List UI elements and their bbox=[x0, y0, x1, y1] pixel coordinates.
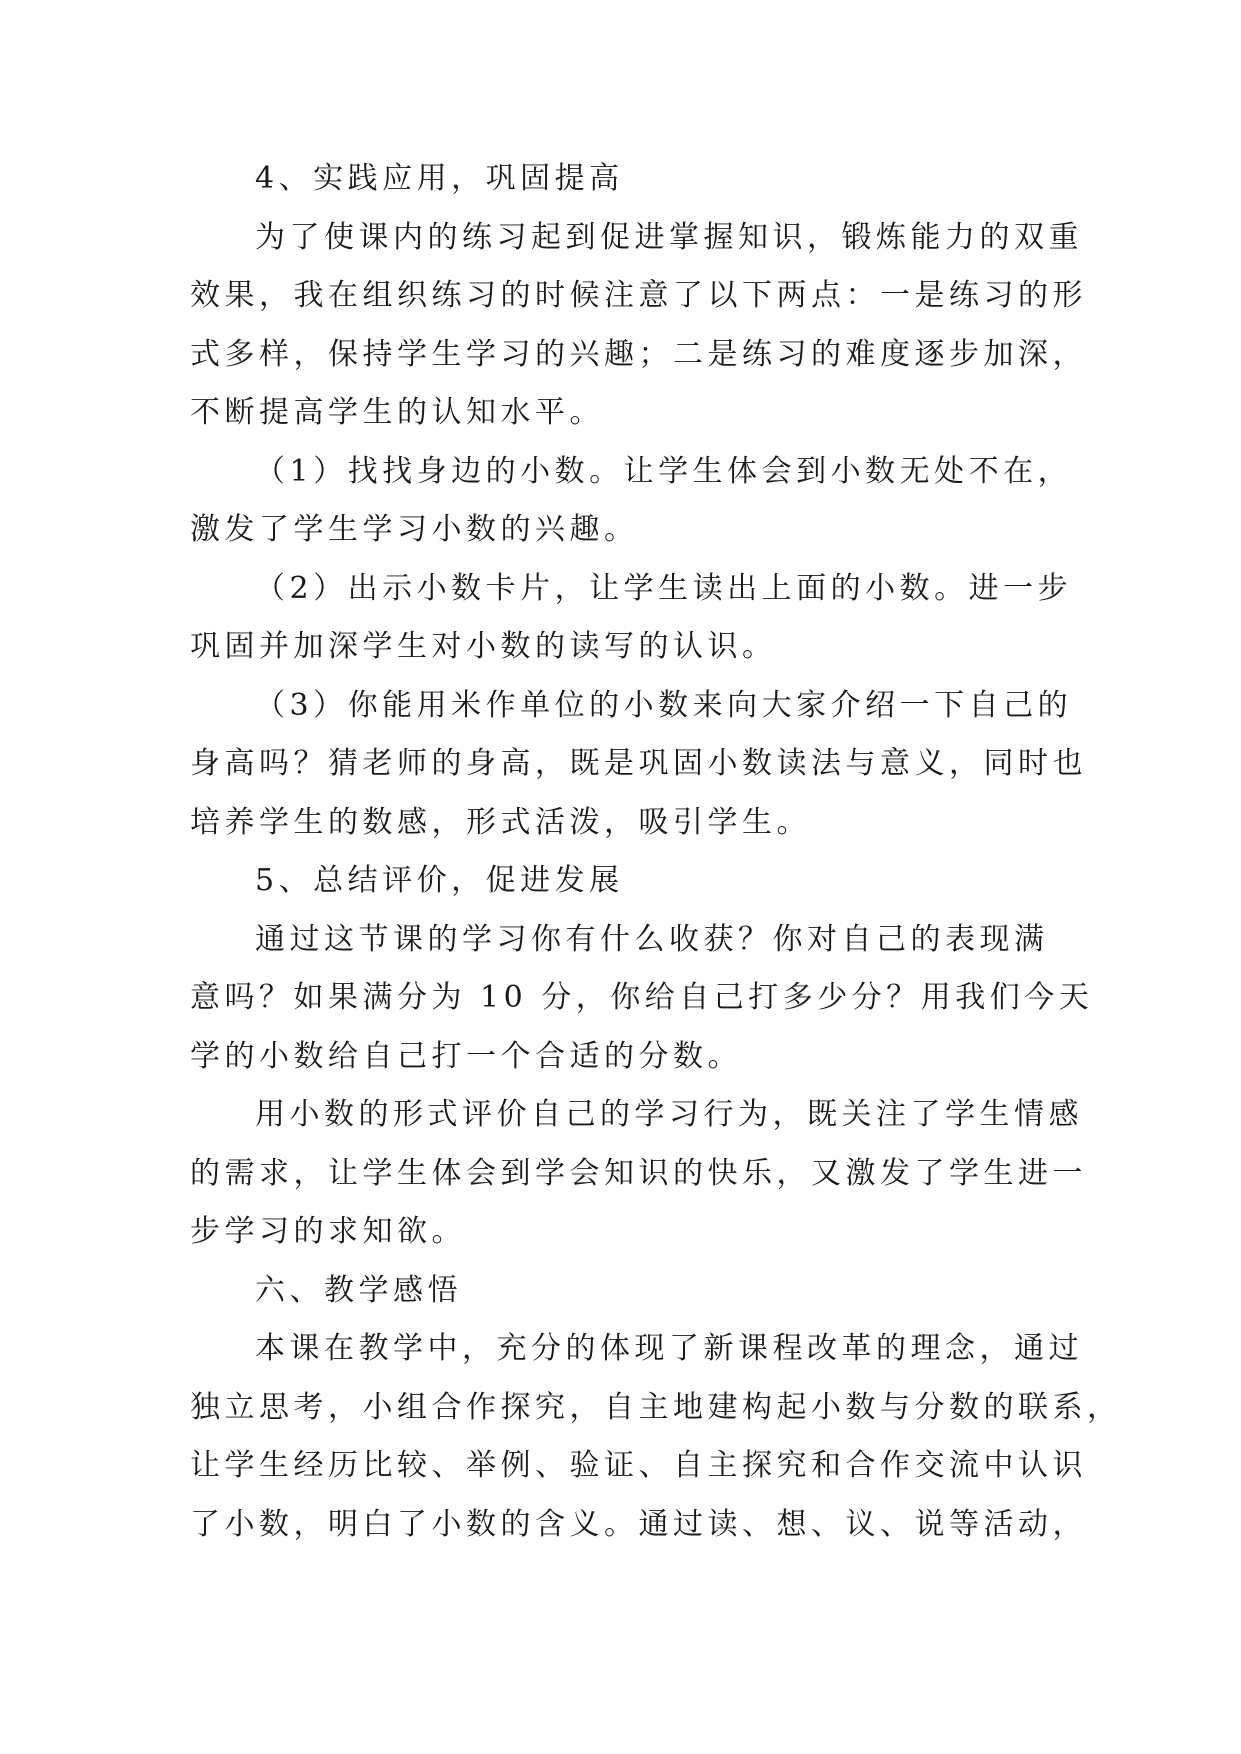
text-line: 不断提高学生的认知水平。 bbox=[190, 395, 604, 430]
section-heading bbox=[190, 150, 1050, 209]
text-line: 通过这节课的学习你有什么收获？你对自己的表现满 bbox=[255, 921, 1049, 957]
text-line: 身高吗？猜老师的身高，既是巩固小数读法与意义，同时也 bbox=[190, 746, 1087, 781]
paragraph bbox=[190, 560, 1073, 677]
text-line: 巩固并加深学生对小数的读写的认识。 bbox=[190, 629, 777, 664]
document-page bbox=[190, 150, 1122, 1554]
text-line: 六、教学感悟 bbox=[255, 1272, 462, 1308]
text-line: 学的小数给自己打一个合适的分数。 bbox=[190, 1038, 742, 1074]
text-line: 为了使课内的练习起到促进掌握知识，锻炼能力的双重 bbox=[255, 219, 1083, 255]
text-line: 5、总结评价，促进发展 bbox=[255, 863, 624, 898]
text-line: （1）找找身边的小数。让学生体会到小数无处不在， bbox=[255, 453, 1073, 489]
text-line: 步学习的求知欲。 bbox=[190, 1214, 466, 1249]
text-line: 了小数，明白了小数的含义。通过读、想、议、说等活动， bbox=[190, 1506, 1087, 1542]
paragraph bbox=[190, 677, 1087, 853]
paragraph bbox=[190, 209, 1087, 443]
section-heading bbox=[190, 1262, 1050, 1321]
text-line: 本课在教学中，充分的体现了新课程改革的理念，通过 bbox=[255, 1331, 1083, 1366]
text-line: 培养学生的数感，形式活泼，吸引学生。 bbox=[190, 804, 811, 840]
text-line: 效果，我在组织练习的时候注意了以下两点：一是练习的形 bbox=[190, 278, 1087, 313]
text-line: 独立思考，小组合作探究，自主地建构起小数与分数的联系， bbox=[190, 1389, 1122, 1425]
text-line: 的需求，让学生体会到学会知识的快乐，又激发了学生进一 bbox=[190, 1155, 1087, 1191]
text-line: 让学生经历比较、举例、验证、自主探究和合作交流中认识 bbox=[190, 1448, 1087, 1483]
paragraph bbox=[190, 1320, 1122, 1554]
text-line: （2）出示小数卡片，让学生读出上面的小数。进一步 bbox=[255, 570, 1073, 606]
text-line: 4、实践应用，巩固提高 bbox=[255, 161, 624, 196]
text-line: 意吗？如果满分为 10 分，你给自己打多少分？用我们今天 bbox=[190, 980, 1094, 1015]
text-line: 用小数的形式评价自己的学习行为，既关注了学生情感 bbox=[255, 1097, 1083, 1132]
paragraph bbox=[190, 443, 1073, 560]
paragraph bbox=[190, 911, 1094, 1087]
text-line: 激发了学生学习小数的兴趣。 bbox=[190, 512, 639, 547]
section-heading bbox=[190, 852, 1050, 911]
paragraph bbox=[190, 1086, 1087, 1262]
text-line: 式多样，保持学生学习的兴趣；二是练习的难度逐步加深， bbox=[190, 336, 1087, 372]
text-line: （3）你能用米作单位的小数来向大家介绍一下自己的 bbox=[255, 687, 1073, 723]
